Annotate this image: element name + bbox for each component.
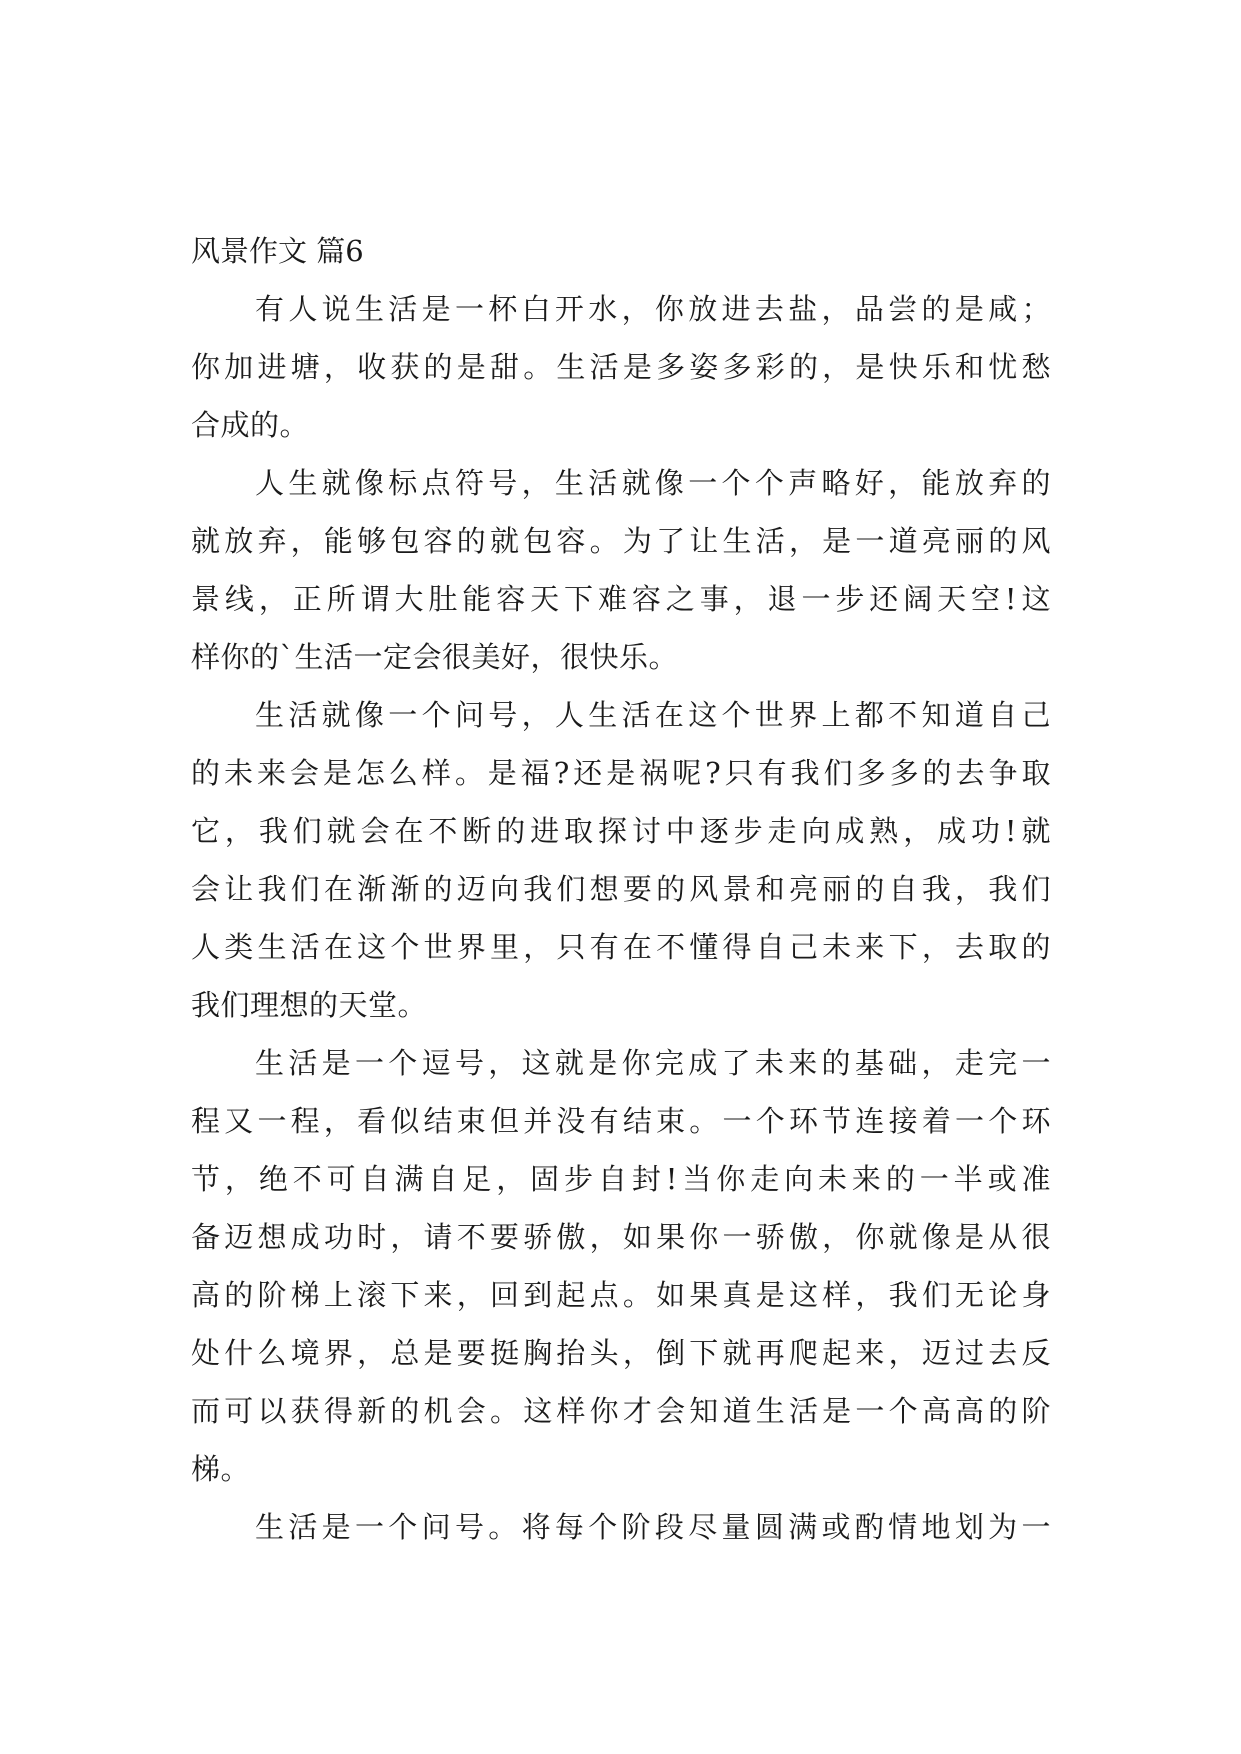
- text-line: 梯。: [191, 1452, 251, 1486]
- text-line: 生活就像一个问号，人生活在这个世界上都不知道自己: [255, 698, 1051, 732]
- document-body: [191, 222, 1051, 1556]
- text-line: 它，我们就会在不断的进取探讨中逐步走向成熟，成功!就: [191, 814, 1051, 848]
- text-line: 生活是一个问号。将每个阶段尽量圆满或酌情地划为一: [255, 1510, 1051, 1544]
- text-line: 的未来会是怎么样。是福?还是祸呢?只有我们多多的去争取: [191, 756, 1051, 790]
- text-line: 你加进塘，收获的是甜。生活是多姿多彩的，是快乐和忧愁: [191, 350, 1051, 384]
- text-line: 人生就像标点符号，生活就像一个个声略好，能放弃的: [255, 466, 1051, 500]
- text-line: 会让我们在渐渐的迈向我们想要的风景和亮丽的自我，我们: [191, 872, 1051, 906]
- paragraph-1: [191, 280, 1051, 454]
- paragraph-5: [191, 1498, 1051, 1556]
- text-line: 而可以获得新的机会。这样你才会知道生活是一个高高的阶: [191, 1394, 1051, 1428]
- text-line: 我们理想的天堂。: [191, 988, 428, 1022]
- text-line: 节，绝不可自满自足，固步自封!当你走向未来的一半或准: [191, 1162, 1051, 1196]
- text-line: 就放弃，能够包容的就包容。为了让生活，是一道亮丽的风: [191, 524, 1051, 558]
- text-line: 人类生活在这个世界里，只有在不懂得自己未来下，去取的: [191, 930, 1051, 964]
- text-line: 程又一程，看似结束但并没有结束。一个环节连接着一个环: [191, 1104, 1051, 1138]
- text-line: 样你的`生活一定会很美好，很快乐。: [191, 640, 679, 674]
- text-line: 备迈想成功时，请不要骄傲，如果你一骄傲，你就像是从很: [191, 1220, 1051, 1254]
- paragraph-2: [191, 454, 1051, 686]
- text-line: 有人说生活是一杯白开水，你放进去盐，品尝的是咸；: [255, 292, 1051, 326]
- text-line: 高的阶梯上滚下来，回到起点。如果真是这样，我们无论身: [191, 1278, 1051, 1312]
- text-line: 合成的。: [191, 408, 310, 442]
- paragraph-4: [191, 1034, 1051, 1498]
- text-line: 景线，正所谓大肚能容天下难容之事，退一步还阔天空!这: [191, 582, 1051, 616]
- paragraph-3: [191, 686, 1051, 1034]
- text-line: 生活是一个逗号，这就是你完成了未来的基础，走完一: [255, 1046, 1051, 1080]
- text-line: 处什么境界，总是要挺胸抬头，倒下就再爬起来，迈过去反: [191, 1336, 1051, 1370]
- essay-heading: 风景作文 篇6: [191, 234, 364, 268]
